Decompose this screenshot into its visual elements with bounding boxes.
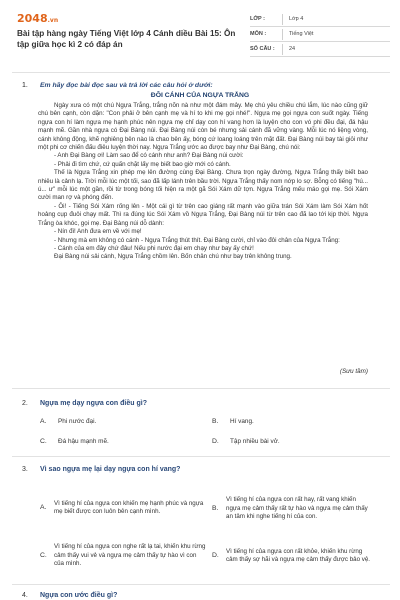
option-label: B. xyxy=(212,418,219,425)
divider xyxy=(12,388,390,389)
answer-option-c[interactable] xyxy=(40,536,208,576)
meta-value: Tiếng Việt xyxy=(289,31,314,37)
story-body xyxy=(38,102,368,262)
story-paragraph: - Phải đi tìm chứ, cứ quấn chặt lấy mẹ biết bao giờ mới có cánh. xyxy=(54,160,231,168)
logo-main: 2048 xyxy=(17,12,48,25)
story-paragraph: - Ôi! - Tiếng Sói Xám rống lên - Một cái gì từ trên cao giáng rất mạnh vào giữa trán Sói Xám làm Sói Xám hốt hoảng cụp đuôi chạy mất. Thì ra đúng lúc Sói Xám vồ Ngựa Trắng, Đại Bàng núi từ trên cao đã lao tới kịp thời. Ngựa Trắng òa khóc, gọi mẹ. Đại Bàng núi dỗ dành: xyxy=(38,202,368,227)
answer-option-b[interactable] xyxy=(212,418,254,426)
story-paragraph: - Cánh của em đây chứ đâu! Nếu phi nước đại em chạy như bay ấy chứ! xyxy=(54,244,254,252)
answer-option-d[interactable] xyxy=(212,438,280,446)
option-text: Đá hậu mạnh mẽ. xyxy=(58,438,109,445)
option-text: Phi nước đại. xyxy=(58,418,97,425)
answer-option-a[interactable] xyxy=(40,418,96,426)
option-label: B. xyxy=(212,504,219,512)
meta-key: LỚP : xyxy=(250,16,265,22)
option-text: Hí vang. xyxy=(230,418,254,425)
question-number: 3. xyxy=(22,466,28,473)
question-text: Ngựa mẹ dạy ngựa con điều gì? xyxy=(40,400,147,407)
document-header xyxy=(0,0,400,66)
story-paragraph: Đại Bàng núi sải cánh, Ngựa Trắng chồm lên. Bốn chân chú như bay trên không trung. xyxy=(54,253,292,261)
question-prompt: Em hãy đọc bài đọc sau và trả lời các câu hỏi ở dưới: xyxy=(40,82,213,89)
story-paragraph: - Nhưng mà em không có cánh - Ngựa Trắng thút thít. Đại Bàng cười, chỉ vào đôi chân của Ngựa Trắng: xyxy=(54,236,340,244)
question-text: Ngựa con ước điều gì? xyxy=(40,592,118,599)
question-number: 1. xyxy=(22,82,28,89)
option-text: Tập nhiều bài vở. xyxy=(230,438,280,445)
answer-option-b[interactable] xyxy=(212,484,372,534)
meta-value: Lớp 4 xyxy=(289,16,304,22)
meta-row-class xyxy=(250,12,390,27)
story-paragraph: Thế là Ngựa Trắng xin phép mẹ lên đường cùng Đại Bàng. Chưa trọn ngày đường, Ngựa Trắng thấy biết bao nhiêu là cảnh lạ. Trời mỗi lúc một tối, sao đã lấp lánh trên bầu trời. Ngựa Trắng thấy nom nớp lo sợ. Bỗng có tiếng "hú... ú... ư" mỗi lúc một gần, rồi từ trong bóng tối hiện ra một gã Sói Xám dữ tợn. Ngựa Trắng mếu máo gọi mẹ. Sói Xám cười man rợ và phóng đến. xyxy=(38,169,368,202)
meta-row-count xyxy=(250,42,390,57)
meta-table xyxy=(250,12,390,57)
logo-suffix: .vn xyxy=(47,17,59,24)
option-label: A. xyxy=(40,503,47,511)
option-label: D. xyxy=(212,438,219,445)
divider xyxy=(12,584,390,585)
meta-row-subject xyxy=(250,27,390,42)
site-logo[interactable] xyxy=(17,12,58,25)
meta-key: SỐ CÂU : xyxy=(250,46,275,52)
option-text: Vì tiếng hí của ngựa con rất hay, rất vang khiến ngựa mẹ cảm thấy rất tự hào và ngựa mẹ cảm thấy an tâm khi nghe tiếng hí của con. xyxy=(226,496,368,521)
option-text: Vì tiếng hí của ngựa con nghe rất lạ tai, khiến khu rừng cảm thấy vui vẻ và ngựa mẹ cảm thấy tự hào vì con của mình. xyxy=(54,543,206,568)
option-label: A. xyxy=(40,418,47,425)
answer-option-d[interactable] xyxy=(212,536,372,576)
option-label: C. xyxy=(40,438,47,445)
divider xyxy=(12,456,390,457)
question-number: 2. xyxy=(22,400,28,407)
story-source: (Sưu tầm) xyxy=(339,368,368,375)
story-title: ĐÔI CÁNH CỦA NGỰA TRẮNG xyxy=(150,92,250,99)
story-paragraph: Ngày xưa có một chú Ngựa Trắng, trắng nõn nà như một đám mây. Mẹ chú yêu chiều chú lắm, lúc nào cũng giữ chú bên cạnh, còn dặn: "Con phải ở bên cạnh mẹ và hí to khi mẹ gọi nhé!". Ngựa mẹ gọi ngựa con suốt ngày. Tiếng ngựa con hí làm ngựa mẹ hạnh phúc nên ngựa mẹ chỉ dạy con hí vang hơn là luyện cho con vó phi đều đại, đá hậu mạnh mẽ. Gần nhà ngựa có Đại Bàng núi. Đại Bàng núi còn bé nhưng sải cánh đã vững vàng. Mỗi lúc nó liệng vòng, cánh không động, khẽ nghiêng bên nào là chao bên ấy, bóng cứ loang loáng trên mặt đất. Đại Bàng núi bay tài giỏi như một phi cơ chiến đấu điêu luyện thời nay. Ngựa Trắng ước ao được bay như Đại Bàng, chú nói: xyxy=(38,102,368,152)
divider xyxy=(12,72,390,73)
meta-value: 24 xyxy=(289,46,296,52)
option-label: D. xyxy=(212,551,219,559)
option-label: C. xyxy=(40,551,47,559)
meta-key: MÔN : xyxy=(250,31,267,37)
answer-option-a[interactable] xyxy=(40,486,208,530)
story-paragraph: - Anh Đại Bàng ơi! Làm sao để có cánh như anh? Đại Bàng núi cười: xyxy=(54,152,244,160)
option-text: Vì tiếng hí của ngựa con rất khỏe, khiến khu rừng cảm thấy sợ hãi và ngựa mẹ cảm thấy được bảo vệ. xyxy=(226,547,370,563)
option-text: Vì tiếng hí của ngựa con khiến mẹ hạnh phúc và ngựa mẹ biết được con luôn bên cạnh mình. xyxy=(54,499,204,515)
answer-option-c[interactable] xyxy=(40,438,109,446)
story-paragraph: - Nín đi! Anh đưa em về với mẹ! xyxy=(54,228,142,236)
question-text: Vì sao ngựa mẹ lại dạy ngựa con hí vang? xyxy=(40,466,181,473)
document-title: Bài tập hàng ngày Tiếng Việt lớp 4 Cánh diều Bài 15: Ôn tập giữa học kì 2 có đáp án xyxy=(17,29,236,49)
question-number: 4. xyxy=(22,592,28,599)
